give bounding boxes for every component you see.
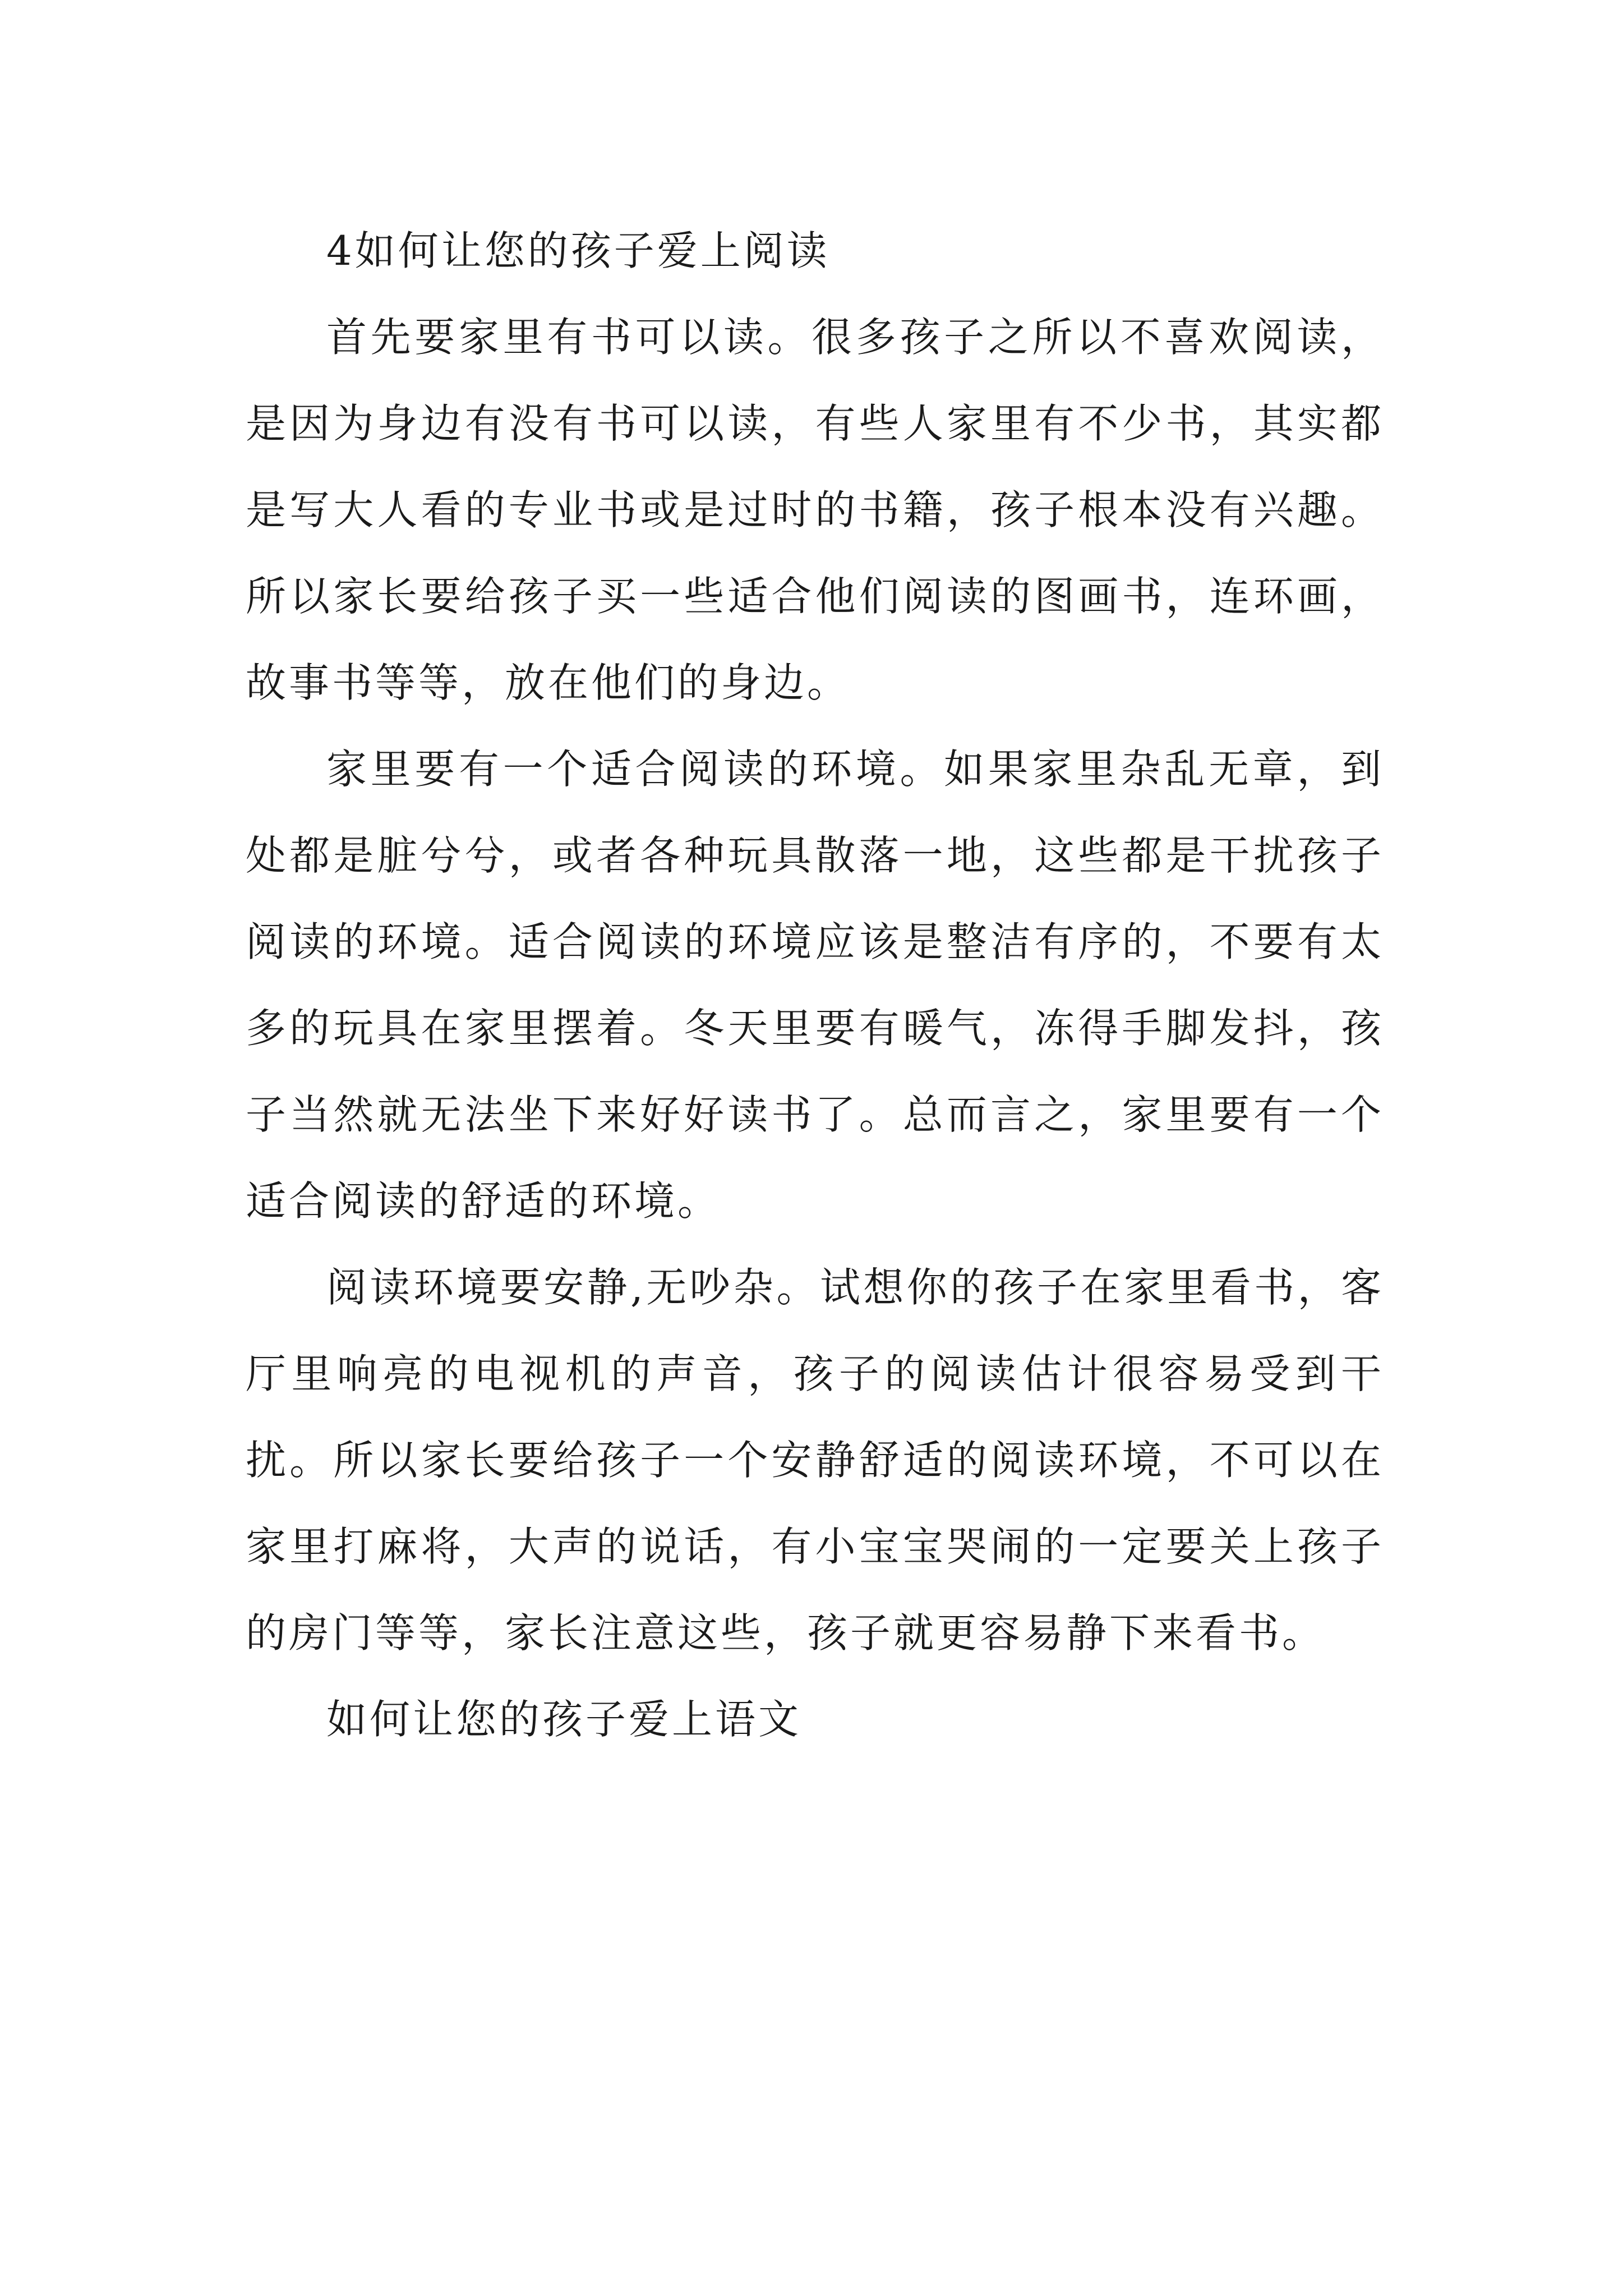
document-body [246, 208, 1384, 1763]
section-heading: 4如何让您的孩子爱上阅读 [326, 227, 830, 274]
paragraph-reading-environment: 家里要有一个适合阅读的环境。如果家里杂乱无章，到处都是脏兮兮，或者各种玩具散落一地，这些都是干扰孩子阅读的环境。适合阅读的环境应该是整洁有序的，不要有太多的玩具在家里摆着。冬天里要有暖气，冻得手脚发抖，孩子当然就无法坐下来好好读书了。总而言之，家里要有一个适合阅读的舒适的环境。 [246, 746, 1384, 1225]
paragraph-books-at-home: 首先要家里有书可以读。很多孩子之所以不喜欢阅读，是因为身边有没有书可以读，有些人家里有不少书，其实都是写大人看的专业书或是过时的书籍，孩子根本没有兴趣。所以家长要给孩子买一些适合他们阅读的图画书，连环画，故事书等等，放在他们的身边。 [246, 314, 1384, 706]
closing-heading: 如何让您的孩子爱上语文 [326, 1696, 802, 1743]
paragraph-quiet-environment: 阅读环境要安静,无吵杂。试想你的孩子在家里看书，客厅里响亮的电视机的声音，孩子的阅读估计很容易受到干扰。所以家长要给孩子一个安静舒适的阅读环境，不可以在家里打麻将，大声的说话，有小宝宝哭闹的一定要关上孩子的房门等等，家长注意这些，孩子就更容易静下来看书。 [246, 1264, 1384, 1657]
